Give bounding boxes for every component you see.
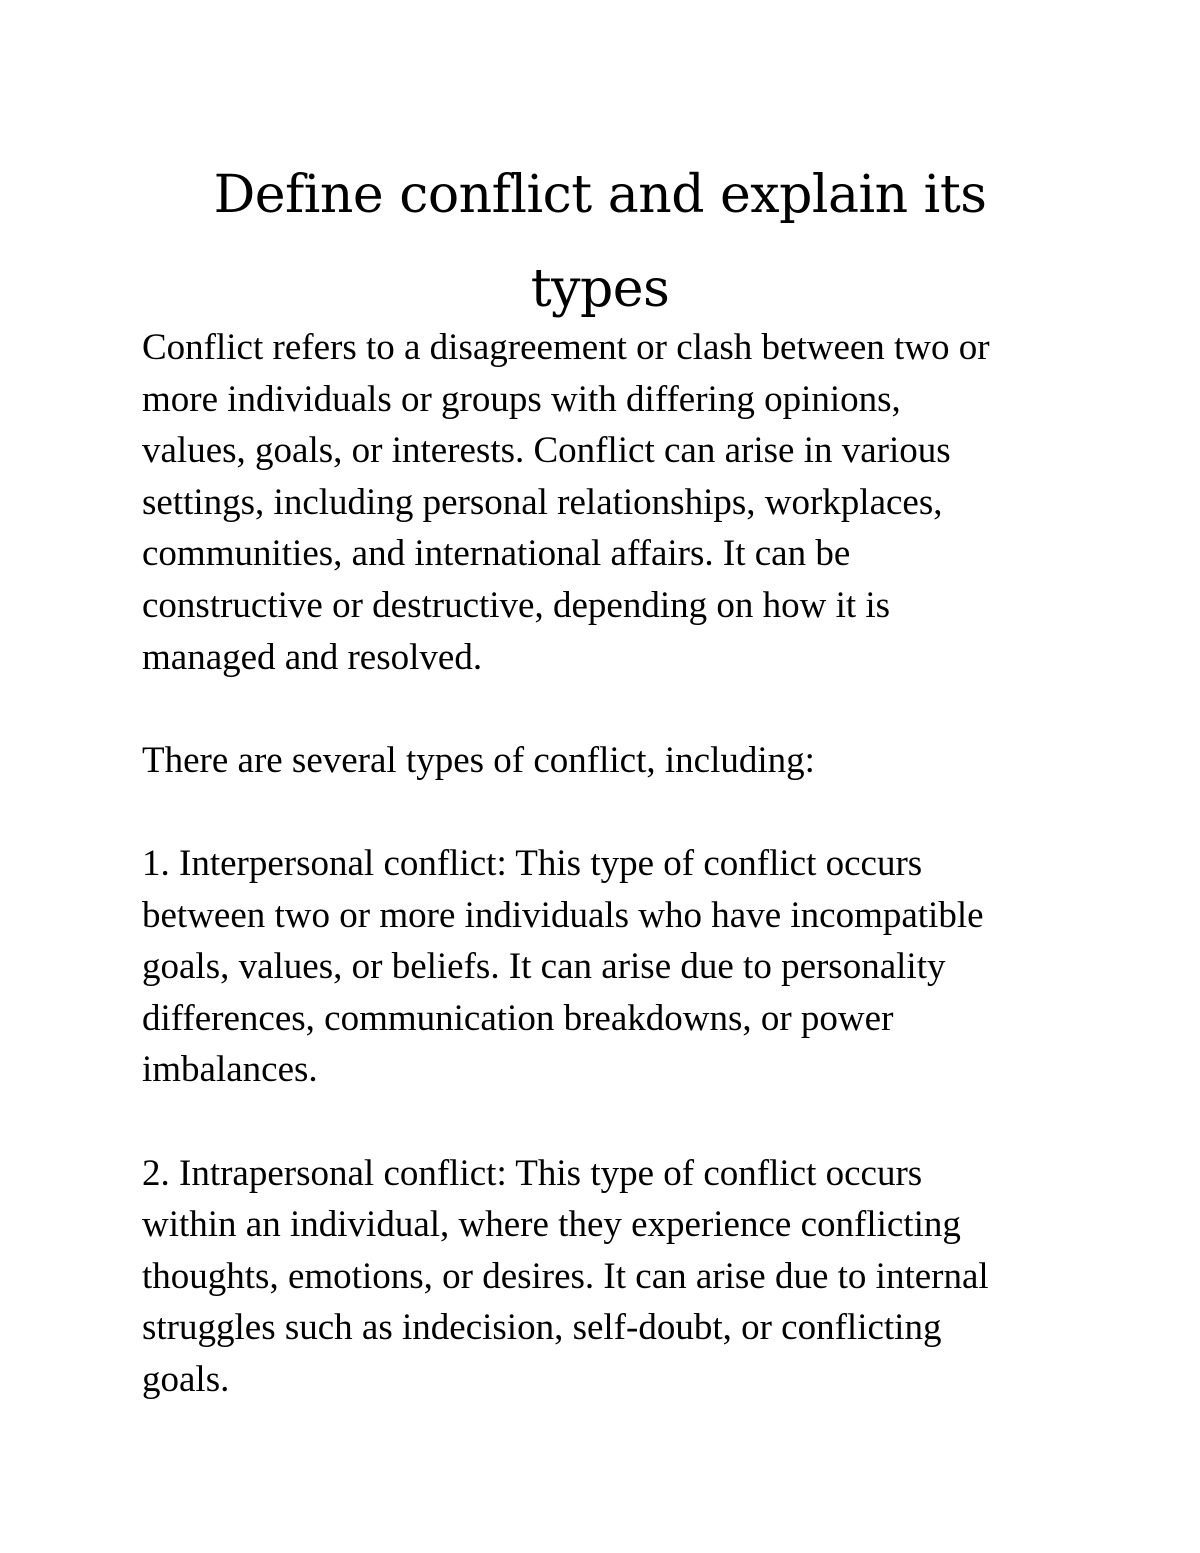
document-title [150,148,1050,336]
text-line: managed and resolved. [142,636,483,678]
text-line: goals, values, or beliefs. It can arise due to personality [142,946,946,988]
title-line: types [530,259,670,319]
text-line: communities, and international affairs. It can be [142,533,851,575]
text-line: thoughts, emotions, or desires. It can arise due to internal [142,1255,989,1297]
paragraph-spacer [142,786,1082,838]
text-line: struggles such as indecision, self-doubt, or conflicting [142,1307,942,1349]
text-line: There are several types of conflict, including: [142,739,815,781]
text-line: constructive or destructive, depending on how it is [142,584,891,626]
text-line: goals. [142,1358,230,1400]
interpersonal-conflict-paragraph [142,838,1082,1096]
text-line: more individuals or groups with differing opinions, [142,378,901,420]
title-line: Define conflict and explain its [213,165,987,225]
text-line: 1. Interpersonal conflict: This type of conflict occurs [142,842,923,884]
intrapersonal-conflict-paragraph [142,1148,1082,1406]
definition-paragraph [142,322,1082,683]
text-line: between two or more individuals who have incompatible [142,894,984,936]
types-intro-paragraph [142,735,1082,787]
text-line: differences, communication breakdowns, or power [142,997,894,1039]
text-line: imbalances. [142,1049,318,1091]
text-line: within an individual, where they experience conflicting [142,1204,961,1246]
text-line: Conflict refers to a disagreement or clash between two or [142,327,990,368]
paragraph-spacer [142,683,1082,735]
document-body [142,322,1082,1405]
text-line: settings, including personal relationships, workplaces, [142,481,943,523]
text-line: 2. Intrapersonal conflict: This type of conflict occurs [142,1152,923,1194]
text-line: values, goals, or interests. Conflict can arise in various [142,430,951,472]
paragraph-spacer [142,1096,1082,1148]
